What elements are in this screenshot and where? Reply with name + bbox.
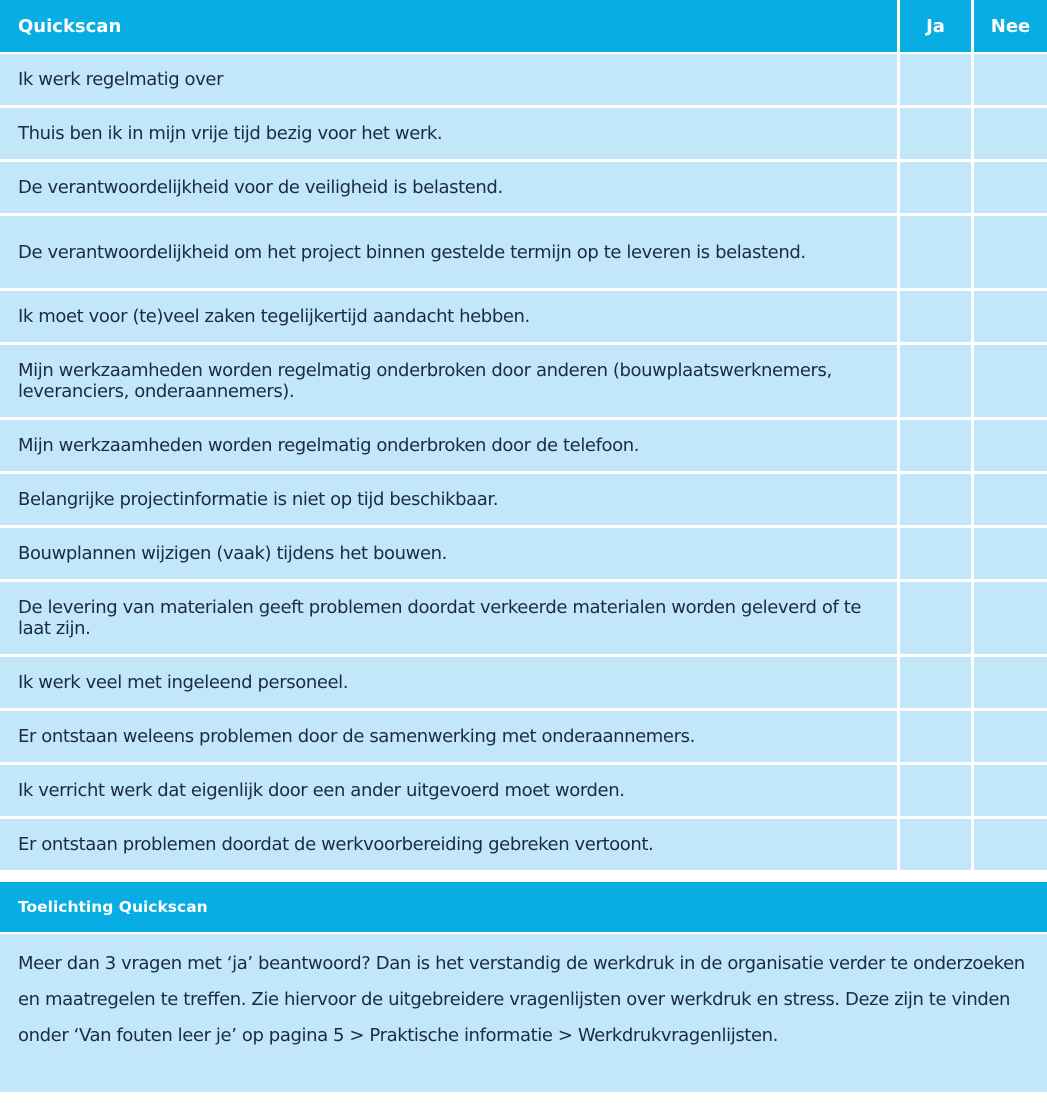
answer-nee-cell[interactable] <box>974 420 1047 471</box>
question-text: Er ontstaan problemen doordat de werkvoorbereiding gebreken vertoont. <box>0 819 897 870</box>
explanation-body: Meer dan 3 vragen met ‘ja’ beantwoord? Dan is het verstandig de werkdruk in de organisatie verder te onderzoeken en maatregelen te treffen. Zie hiervoor de uitgebreidere vragenlijsten over werkdruk en stress. Deze zijn te vinden onder ‘Van fouten leer je’ op pagina 5 > Praktische informatie > Werkdrukvragenlijsten. <box>0 934 1047 1092</box>
answer-ja-cell[interactable] <box>900 528 971 579</box>
question-row <box>0 162 1047 213</box>
answer-ja-cell[interactable] <box>900 162 971 213</box>
quickscan-title-text: Quickscan <box>18 15 122 37</box>
column-header-ja <box>900 0 971 52</box>
answer-ja-cell[interactable] <box>900 54 971 105</box>
question-text: De levering van materialen geeft problemen doordat verkeerde materialen worden geleverd of te laat zijn. <box>0 582 897 654</box>
question-row <box>0 291 1047 342</box>
answer-nee-cell[interactable] <box>974 657 1047 708</box>
question-text: Ik werk regelmatig over <box>0 54 897 105</box>
answer-ja-cell[interactable] <box>900 291 971 342</box>
question-text: Er ontstaan weleens problemen door de samenwerking met onderaannemers. <box>0 711 897 762</box>
question-row <box>0 108 1047 159</box>
answer-ja-cell[interactable] <box>900 819 971 870</box>
answer-nee-cell[interactable] <box>974 162 1047 213</box>
answer-nee-cell[interactable] <box>974 345 1047 417</box>
question-text: Ik verricht werk dat eigenlijk door een ander uitgevoerd moet worden. <box>0 765 897 816</box>
answer-ja-cell[interactable] <box>900 345 971 417</box>
question-text: Belangrijke projectinformatie is niet op tijd beschikbaar. <box>0 474 897 525</box>
answer-ja-cell[interactable] <box>900 582 971 654</box>
answer-ja-cell[interactable] <box>900 420 971 471</box>
question-row <box>0 582 1047 654</box>
question-row <box>0 420 1047 471</box>
answer-nee-cell[interactable] <box>974 216 1047 288</box>
column-header-ja-text: Ja <box>926 15 945 37</box>
quickscan-title <box>0 0 897 52</box>
question-row <box>0 711 1047 762</box>
answer-nee-cell[interactable] <box>974 765 1047 816</box>
answer-nee-cell[interactable] <box>974 54 1047 105</box>
question-row <box>0 54 1047 105</box>
answer-nee-cell[interactable] <box>974 528 1047 579</box>
question-text: Bouwplannen wijzigen (vaak) tijdens het bouwen. <box>0 528 897 579</box>
answer-nee-cell[interactable] <box>974 819 1047 870</box>
answer-nee-cell[interactable] <box>974 711 1047 762</box>
question-row <box>0 216 1047 288</box>
question-row <box>0 819 1047 870</box>
answer-ja-cell[interactable] <box>900 474 971 525</box>
answer-ja-cell[interactable] <box>900 108 971 159</box>
question-row <box>0 657 1047 708</box>
column-header-nee-text: Nee <box>990 15 1031 37</box>
quickscan-header-row <box>0 0 1047 52</box>
explanation-title: Toelichting Quickscan <box>0 882 1047 932</box>
answer-ja-cell[interactable] <box>900 711 971 762</box>
question-text: Mijn werkzaamheden worden regelmatig onderbroken door de telefoon. <box>0 420 897 471</box>
answer-nee-cell[interactable] <box>974 582 1047 654</box>
explanation-box <box>0 882 1047 1092</box>
question-row <box>0 528 1047 579</box>
answer-nee-cell[interactable] <box>974 291 1047 342</box>
question-text: Mijn werkzaamheden worden regelmatig onderbroken door anderen (bouwplaatswerknemers, leveranciers, onderaannemers). <box>0 345 897 417</box>
column-header-nee <box>974 0 1047 52</box>
answer-nee-cell[interactable] <box>974 108 1047 159</box>
question-text: De verantwoordelijkheid om het project binnen gestelde termijn op te leveren is belastend. <box>0 216 897 288</box>
answer-ja-cell[interactable] <box>900 765 971 816</box>
question-text: Ik werk veel met ingeleend personeel. <box>0 657 897 708</box>
question-row <box>0 765 1047 816</box>
answer-ja-cell[interactable] <box>900 657 971 708</box>
answer-ja-cell[interactable] <box>900 216 971 288</box>
question-text: Thuis ben ik in mijn vrije tijd bezig voor het werk. <box>0 108 897 159</box>
question-text: De verantwoordelijkheid voor de veiligheid is belastend. <box>0 162 897 213</box>
question-row <box>0 474 1047 525</box>
answer-nee-cell[interactable] <box>974 474 1047 525</box>
question-text: Ik moet voor (te)veel zaken tegelijkertijd aandacht hebben. <box>0 291 897 342</box>
question-row <box>0 345 1047 417</box>
